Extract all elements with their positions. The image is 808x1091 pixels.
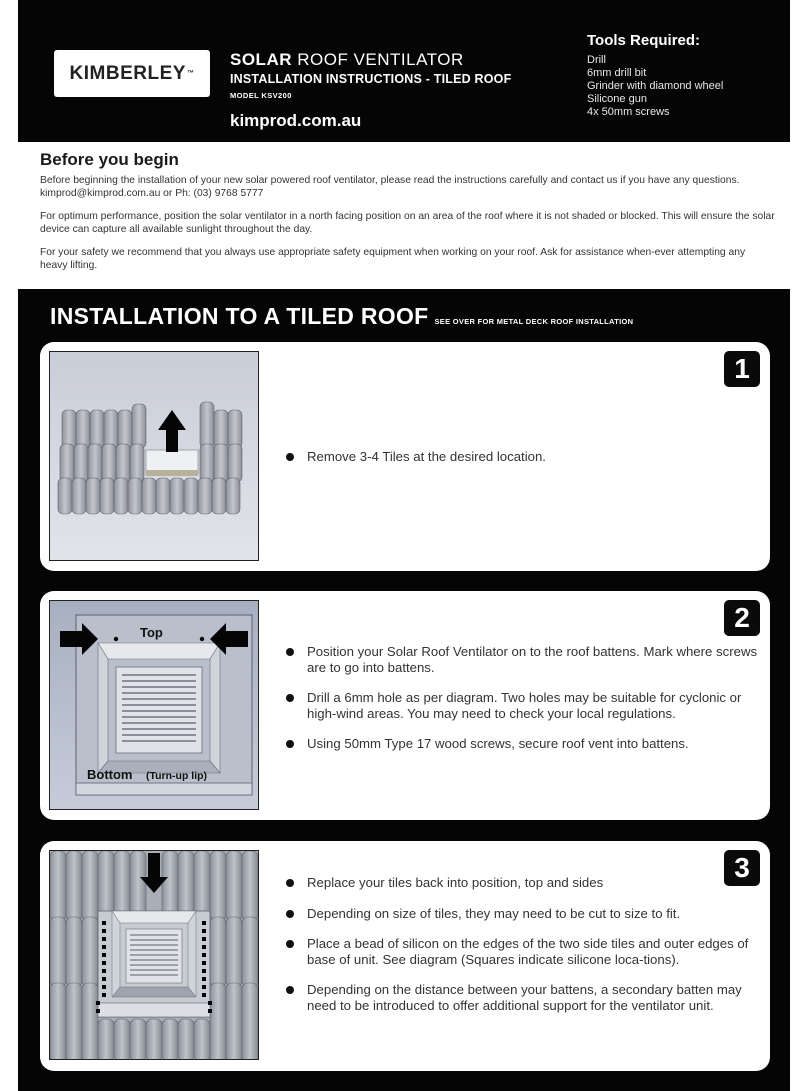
roof-tiles-removed-diagram (50, 352, 259, 561)
product-model: MODEL KSV200 (230, 91, 292, 100)
step-2-number: 2 (724, 600, 760, 636)
step-1-number: 1 (724, 351, 760, 387)
logo-text: KIMBERLEY (69, 62, 186, 84)
instruction-item: Drill a 6mm hole as per diagram. Two holes may be suitable for cyclonic or high-wind areas. You may need to check your local regulations. (286, 690, 770, 721)
vent-screw-position-diagram (50, 601, 259, 810)
step-1-instructions (286, 449, 546, 480)
product-title-rest: ROOF VENTILATOR (297, 50, 464, 69)
diagram-top-label: Top (140, 625, 163, 640)
website-link[interactable]: kimprod.com.au (230, 111, 362, 130)
installation-section (18, 289, 790, 1091)
instruction-item: Depending on the distance between your battens, a secondary batten may need to be introduced to offer additional support for the ventilator unit. (286, 982, 770, 1013)
step-2-card (40, 591, 770, 820)
instruction-item: Replace your tiles back into position, top and sides (286, 875, 770, 891)
product-subtitle: INSTALLATION INSTRUCTIONS - TILED ROOF (230, 72, 512, 86)
instruction-item: Place a bead of silicon on the edges of the two side tiles and outer edges of base of unit. See diagram (Squares indicate silicone loca-tions). (286, 936, 770, 967)
before-you-begin (40, 150, 775, 282)
tool-item: 4x 50mm screws (587, 106, 670, 118)
step-1-illustration (49, 351, 259, 561)
tool-item: Silicone gun (587, 93, 647, 105)
diagram-bottom-label: Bottom (87, 767, 133, 782)
before-paragraph: Before beginning the installation of your new solar powered roof ventilator, please read the instructions carefully and contact us if you have any questions. kimprod@kimprod.com.au or Ph: (03) 9768 5777 (40, 175, 740, 199)
before-heading: Before you begin (40, 150, 179, 169)
before-paragraph: For your safety we recommend that you always use appropriate safety equipment when working on your roof. Ask for assistance when-ever attempting any heavy lifting. (40, 247, 746, 271)
tool-item: Grinder with diamond wheel (587, 80, 724, 92)
step-3-number: 3 (724, 850, 760, 886)
tool-item: Drill (587, 54, 606, 66)
header-band (18, 0, 790, 142)
installation-note: SEE OVER FOR METAL DECK ROOF INSTALLATION (434, 317, 634, 326)
instruction-item: Using 50mm Type 17 wood screws, secure roof vent into battens. (286, 736, 770, 752)
instruction-item: Position your Solar Roof Ventilator on to the roof battens. Mark where screws are to go into battens. (286, 644, 770, 675)
step-2-illustration (49, 600, 259, 810)
product-heading (230, 50, 511, 131)
tiles-replaced-silicone-diagram (50, 851, 259, 1060)
product-title (230, 50, 511, 70)
tools-title: Tools Required: (587, 32, 701, 49)
product-title-bold: SOLAR (230, 50, 292, 69)
tools-required (587, 32, 723, 119)
installation-title (50, 303, 633, 330)
diagram-bottom-sublabel: (Turn-up lip) (146, 770, 208, 782)
logo-trademark: ™ (186, 70, 195, 77)
step-1-card (40, 342, 770, 571)
before-paragraph: For optimum performance, position the solar ventilator in a north facing position on an area of the roof where it is not shaded or blocked. This will ensure the solar device can capture all available sunlight throughout the day. (40, 211, 775, 235)
step-2-instructions (286, 644, 770, 767)
step-3-instructions (286, 875, 770, 1028)
brand-logo (54, 50, 210, 97)
installation-heading: INSTALLATION TO A TILED ROOF (50, 303, 429, 329)
instruction-item: Remove 3-4 Tiles at the desired location. (286, 449, 546, 465)
step-3-card (40, 841, 770, 1071)
instruction-item: Depending on size of tiles, they may need to be cut to size to fit. (286, 906, 770, 922)
tool-item: 6mm drill bit (587, 67, 647, 79)
step-3-illustration (49, 850, 259, 1060)
